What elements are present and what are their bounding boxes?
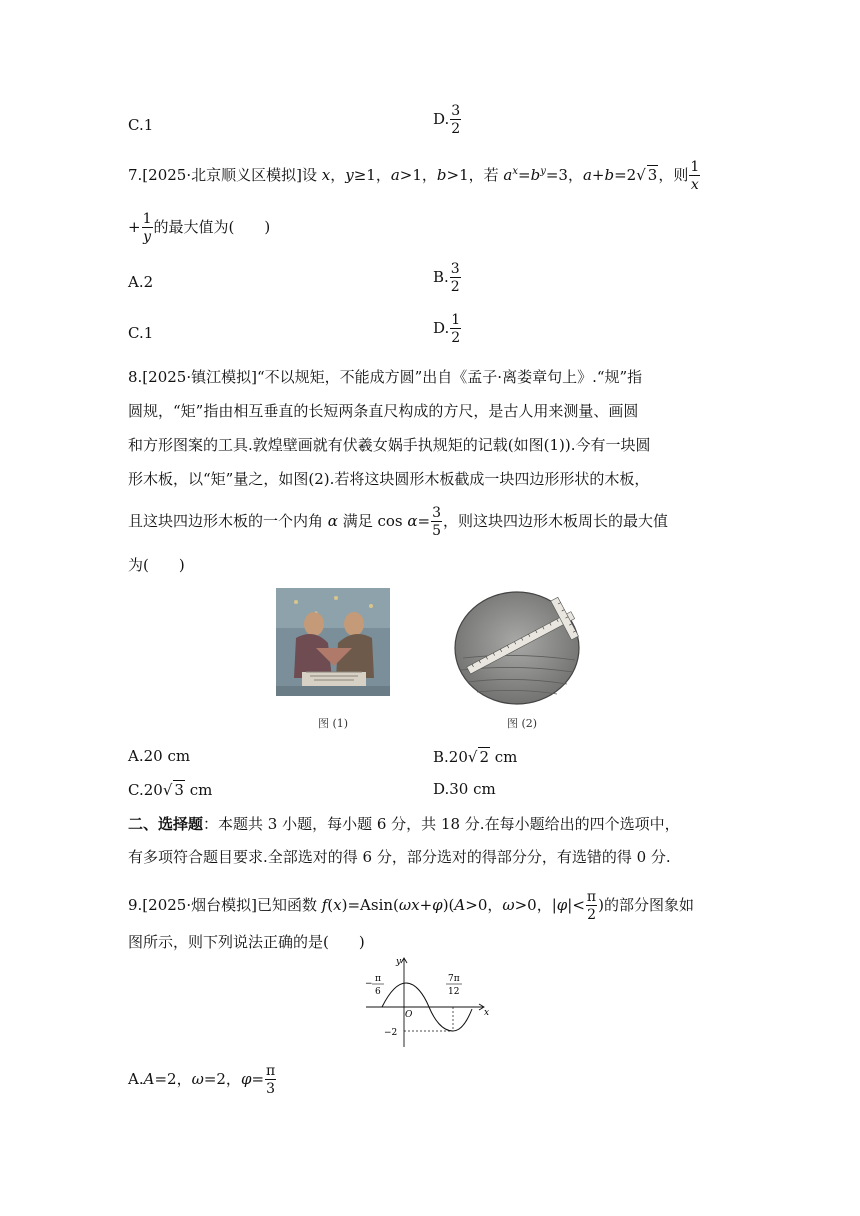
graph-left-tick-den: 6 xyxy=(375,987,381,997)
q8-stem-line5: 且这块四边形木板的一个内角 α 满足 cos α= $\frac{3}{5}$ ，则这块四边形木板周长的最大值 xyxy=(128,505,669,539)
q7-stem-line1: 7.[2025·北京顺义区模拟]设 x，y≥1，a>1，b>1，若 $a^x=b^y=3$，a+b=2√ 3，则 $\frac{1}{x}$ xyxy=(128,159,700,193)
q8-option-a: A.20 cm xyxy=(128,747,191,765)
graph-y-label: y xyxy=(396,957,402,967)
q6-option-d-fraction: $\frac{3}{2}$ xyxy=(451,103,461,137)
q8-option-b: B.20√ 2 cm xyxy=(433,748,518,766)
q8-stem-line1: 8.[2025·镇江模拟]“不以规矩，不能成方圆”出自《孟子·离娄章句上》.“规”指 xyxy=(128,368,643,386)
graph-right-tick-den: 12 xyxy=(448,987,460,997)
q7-option-c: C.1 xyxy=(128,324,154,342)
q8-stem-line6: 为( ) xyxy=(128,556,185,574)
graph-origin-label: O xyxy=(405,1010,413,1020)
q7-stem-line2: + $\frac{1}{y}$ 的最大值为( ) xyxy=(128,211,271,245)
q7-sqrt3: 3 xyxy=(647,166,658,184)
q7-option-a: A.2 xyxy=(128,273,154,291)
fig1-mural-image xyxy=(276,588,390,696)
q7-option-d: D. $\frac{1}{2}$ xyxy=(433,312,461,346)
fig2-caption: 图 (2) xyxy=(507,717,538,730)
section2-title: 二、选择题 xyxy=(128,815,204,833)
q8-stem-line3: 和方形图案的工具.敦煌壁画就有伏羲女娲手执规矩的记载(如图(1)).今有一块圆 xyxy=(128,436,651,454)
q8-option-d: D.30 cm xyxy=(433,780,496,798)
graph-right-tick-num: 7π xyxy=(448,974,460,984)
graph-left-tick-num: π xyxy=(375,974,381,984)
q6-option-d-prefix: D. xyxy=(433,110,450,128)
q6-option-c: C.1 xyxy=(128,116,154,134)
fig1-caption: 图 (1) xyxy=(318,717,349,730)
q8-stem-line4: 形木板，以“矩”量之，如图(2).若将这块圆形木板截成一块四边形形状的木板， xyxy=(128,470,650,488)
q8-option-c: C.20√ 3 cm xyxy=(128,781,213,799)
section2-heading: 二、选择题：本题共 3 小题，每小题 6 分，共 18 分.在每小题给出的四个选项中， xyxy=(128,815,680,833)
q7-frac-1-over-y: $\frac{1}{y}$ xyxy=(142,211,152,245)
q9-option-a: A.A=2，ω=2，φ= $\frac{\pi}{3}$ xyxy=(128,1063,276,1097)
q9-sine-graph xyxy=(362,955,494,1049)
q7-frac-1-over-x: $\frac{1}{x}$ xyxy=(690,159,700,193)
q9-stem-line2: 图所示，则下列说法正确的是( ) xyxy=(128,933,365,951)
fig2-board-image xyxy=(453,588,583,706)
graph-x-label: x xyxy=(484,1008,490,1018)
q7-option-b: B. $\frac{3}{2}$ xyxy=(433,261,460,295)
q6-option-d xyxy=(433,104,462,136)
q9-stem-line1: 9.[2025·烟台模拟]已知函数 f(x)=Asin(ωx+φ)(A>0，ω>0，|φ|< $\frac{\pi}{2}$ )的部分图象如 xyxy=(128,889,694,923)
graph-min-label: −2 xyxy=(384,1028,398,1038)
q8-stem-line2: 圆规，“矩”指由相互垂直的长短两条直尺构成的方尺，是古人用来测量、画圆 xyxy=(128,402,639,420)
section2-instructions: 有多项符合题目要求.全部选对的得 6 分，部分选对的得部分分，有选错的得 0 分. xyxy=(128,848,671,866)
graph-left-tick-sign: − xyxy=(365,979,373,989)
